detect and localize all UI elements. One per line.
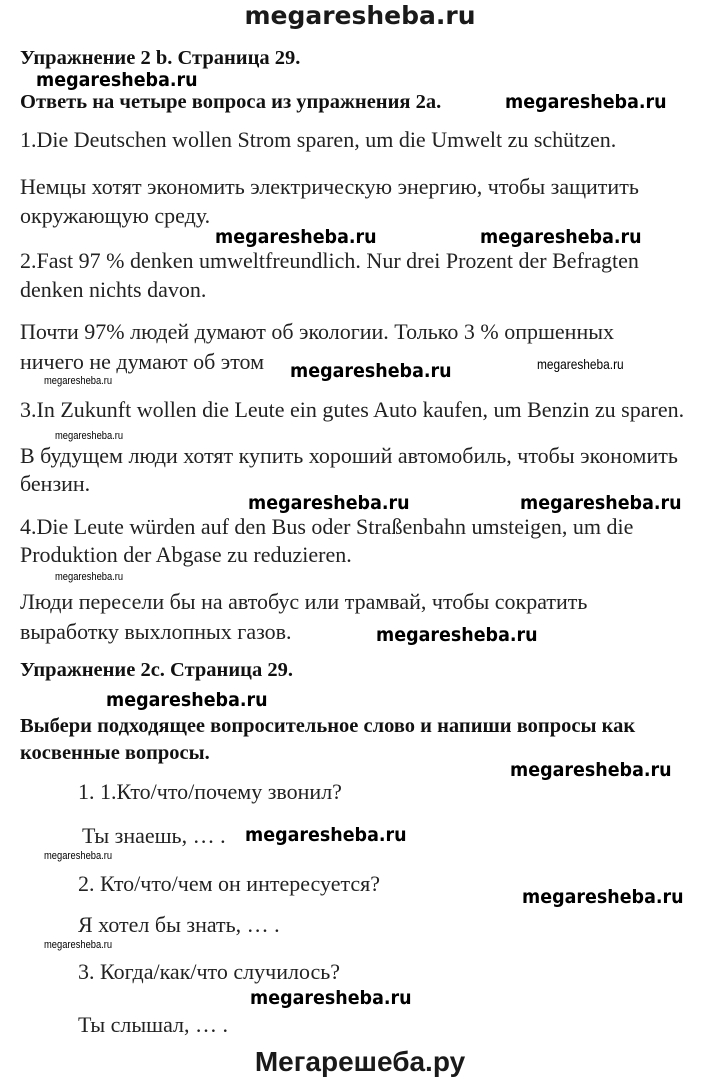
watermark: megaresheba.ru: [55, 430, 124, 442]
text-line: Produktion der Abgase zu reduzieren.: [20, 542, 352, 567]
watermark: megaresheba.ru: [522, 886, 684, 908]
site-footer[interactable]: Мегарешеба.ру: [254, 1046, 466, 1077]
watermark: megaresheba.ru: [290, 360, 452, 382]
answer-item: Ты знаешь, … .: [82, 823, 226, 848]
question-item: 2. Кто/что/чем он интересуется?: [78, 871, 381, 896]
watermark: megaresheba.ru: [215, 226, 377, 248]
watermark: megaresheba.ru: [510, 759, 672, 781]
exercise-2c-task: Выбери подходящее вопросительное слово и напиши вопросы как: [20, 715, 636, 737]
answer-item: Ты слышал, … .: [78, 1012, 229, 1037]
text-line: выработку выхлопных газов.: [20, 619, 292, 644]
question-item: 1. 1.Кто/что/почему звонил?: [78, 779, 342, 804]
watermark: megaresheba.ru: [55, 571, 124, 583]
watermark: megaresheba.ru: [106, 689, 268, 711]
text-line: ничего не думают об этом: [20, 349, 265, 374]
text-line: denken nichts davon.: [20, 277, 207, 302]
text-line: бензин.: [20, 471, 91, 496]
exercise-2c-title: Упражнение 2c. Страница 29.: [20, 659, 293, 681]
watermark: megaresheba.ru: [376, 624, 538, 646]
watermark: megaresheba.ru: [505, 91, 667, 113]
text-line: 2.Fast 97 % denken umweltfreundlich. Nur drei Prozent der Befragten: [20, 248, 639, 273]
answer-item: Я хотел бы знать, … .: [78, 912, 280, 937]
watermark: megaresheba.ru: [537, 356, 624, 372]
exercise-2c-task: косвенные вопросы.: [20, 742, 210, 764]
watermark: megaresheba.ru: [44, 850, 113, 862]
watermark: megaresheba.ru: [250, 987, 412, 1009]
watermark: megaresheba.ru: [520, 492, 682, 514]
watermark: megaresheba.ru: [36, 69, 198, 91]
text-line: Почти 97% людей думают об экологии. Только 3 % опршенных: [20, 319, 614, 344]
text-line: В будущем люди хотят купить хороший автомобиль, чтобы экономить: [20, 443, 678, 468]
watermark: megaresheba.ru: [480, 226, 642, 248]
text-line: 1.Die Deutschen wollen Strom sparen, um die Umwelt zu schützen.: [20, 127, 617, 152]
site-header[interactable]: megaresheba.ru: [244, 1, 476, 30]
text-line: Немцы хотят экономить электрическую энергию, чтобы защитить: [20, 174, 639, 199]
watermark: megaresheba.ru: [44, 375, 113, 387]
text-line: 3.In Zukunft wollen die Leute ein gutes Auto kaufen, um Benzin zu sparen.: [20, 397, 685, 422]
question-item: 3. Когда/как/что случилось?: [78, 959, 341, 984]
text-line: окружающую среду.: [20, 203, 211, 228]
text-line: 4.Die Leute würden auf den Bus oder Straßenbahn umsteigen, um die: [20, 514, 634, 539]
exercise-2b-task: Ответь на четыре вопроса из упражнения 2а.: [20, 91, 442, 113]
watermark: megaresheba.ru: [248, 492, 410, 514]
watermark: megaresheba.ru: [245, 824, 407, 846]
exercise-2b-title: Упражнение 2 b. Страница 29.: [20, 47, 301, 69]
watermark: megaresheba.ru: [44, 939, 113, 951]
text-line: Люди пересели бы на автобус или трамвай, чтобы сократить: [20, 589, 588, 614]
